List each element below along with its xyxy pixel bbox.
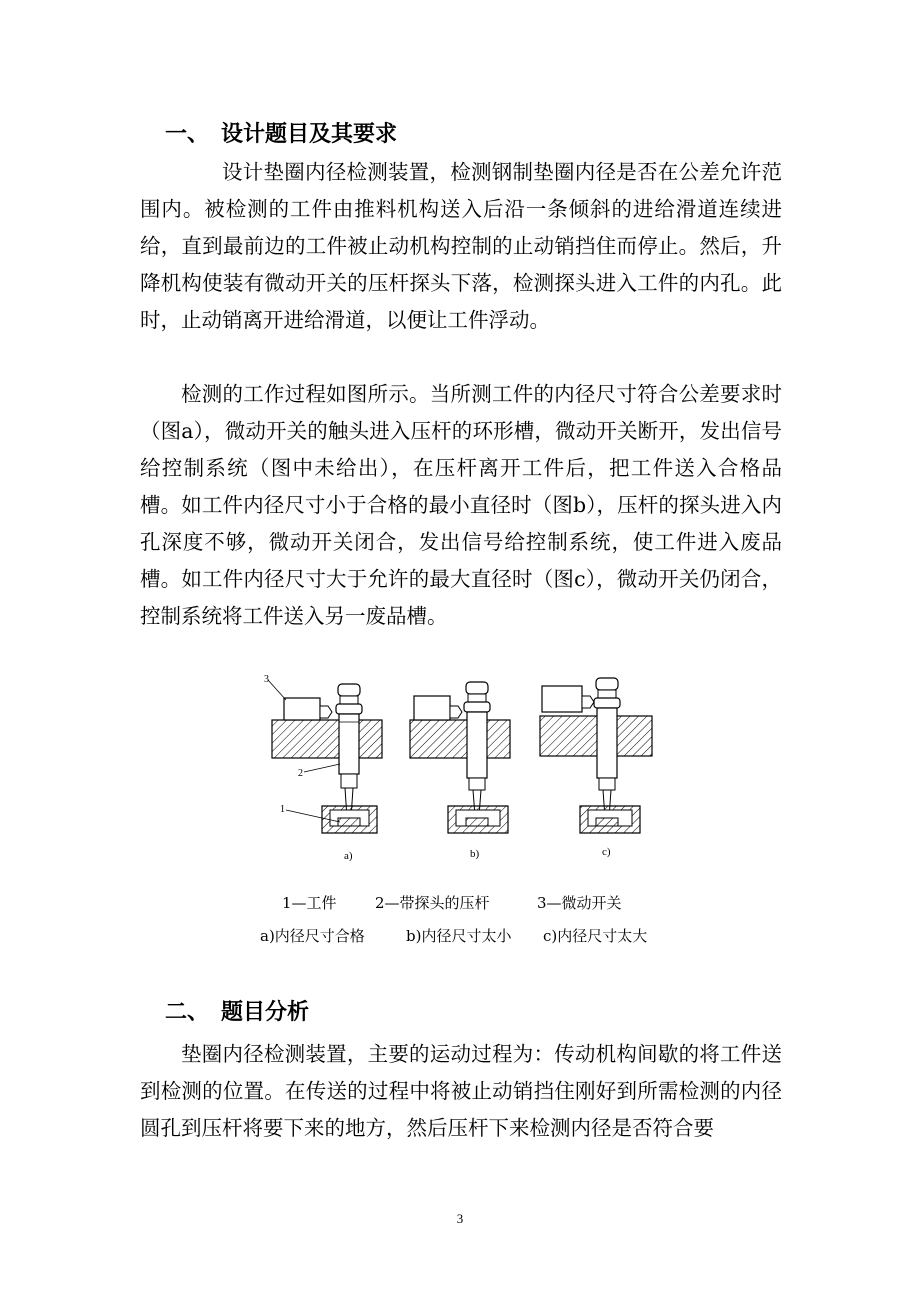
part-number-1: 1	[280, 804, 285, 815]
legend-item-2: 2—带探头的压杆	[375, 894, 490, 912]
inspection-figure	[262, 668, 662, 868]
section2-heading	[165, 998, 309, 1028]
subfigure-b-drawing	[410, 682, 510, 833]
section2-paragraph: 垫圈内径检测装置，主要的运动过程为：传动机构间歇的将工件送到检测的位置。在传送的过程中将被止动销挡住刚好到所需检测的内径圆孔到压杆将要下来的地方，然后压杆下来检测内径是否符合要	[140, 1042, 782, 1140]
subcaption-b: b)内径尺寸太小	[406, 927, 512, 945]
section1-paragraph-2: 检测的工作过程如图所示。当所测工件的内径尺寸符合公差要求时（图a），微动开关的触头进入压杆的环形槽，微动开关断开，发出信号给控制系统（图中未给出），在压杆离开工件后，把工件送入合格品槽。如工件内径尺寸小于合格的最小直径时（图b），压杆的探头进入内孔深度不够，微动开关闭合，发出信号给控制系统，使工件进入废品槽。如工件内径尺寸大于允许的最大直径时（图c），微动开关仍闭合，控制系统将工件送入另一废品槽。	[140, 382, 782, 628]
page-number: 3	[456, 1211, 464, 1226]
section1-title: 设计题目及其要求	[221, 122, 398, 147]
part-number-2: 2	[298, 768, 303, 779]
part-number-3: 3	[264, 674, 269, 685]
legend-item-3: 3—微动开关	[537, 894, 622, 912]
subfigure-a-drawing	[268, 680, 382, 833]
subcaption-c: c)内径尺寸太大	[543, 927, 648, 945]
section1-heading	[165, 120, 397, 150]
subfigure-label-c: c)	[602, 846, 611, 858]
section1-number: 一、	[165, 122, 210, 147]
subfigure-label-b: b)	[470, 848, 480, 860]
section1-paragraph-1: 设计垫圈内径检测装置，检测钢制垫圈内径是否在公差允许范围内。被检测的工件由推料机构送入后沿一条倾斜的进给滑道连续进给，直到最前边的工件被止动机构控制的止动销挡住而停止。然后，升降机构使装有微动开关的压杆探头下落，检测探头进入工件的内孔。此时，止动销离开进给滑道，以便让工件浮动。	[140, 160, 782, 332]
subcaption-a: a)内径尺寸合格	[260, 927, 365, 945]
section2-number: 二、	[165, 1000, 210, 1025]
subfigure-c-drawing	[540, 678, 652, 833]
subfigure-label-a: a)	[344, 850, 353, 862]
section2-title: 题目分析	[221, 1000, 310, 1025]
legend-item-1: 1—工件	[282, 894, 337, 912]
